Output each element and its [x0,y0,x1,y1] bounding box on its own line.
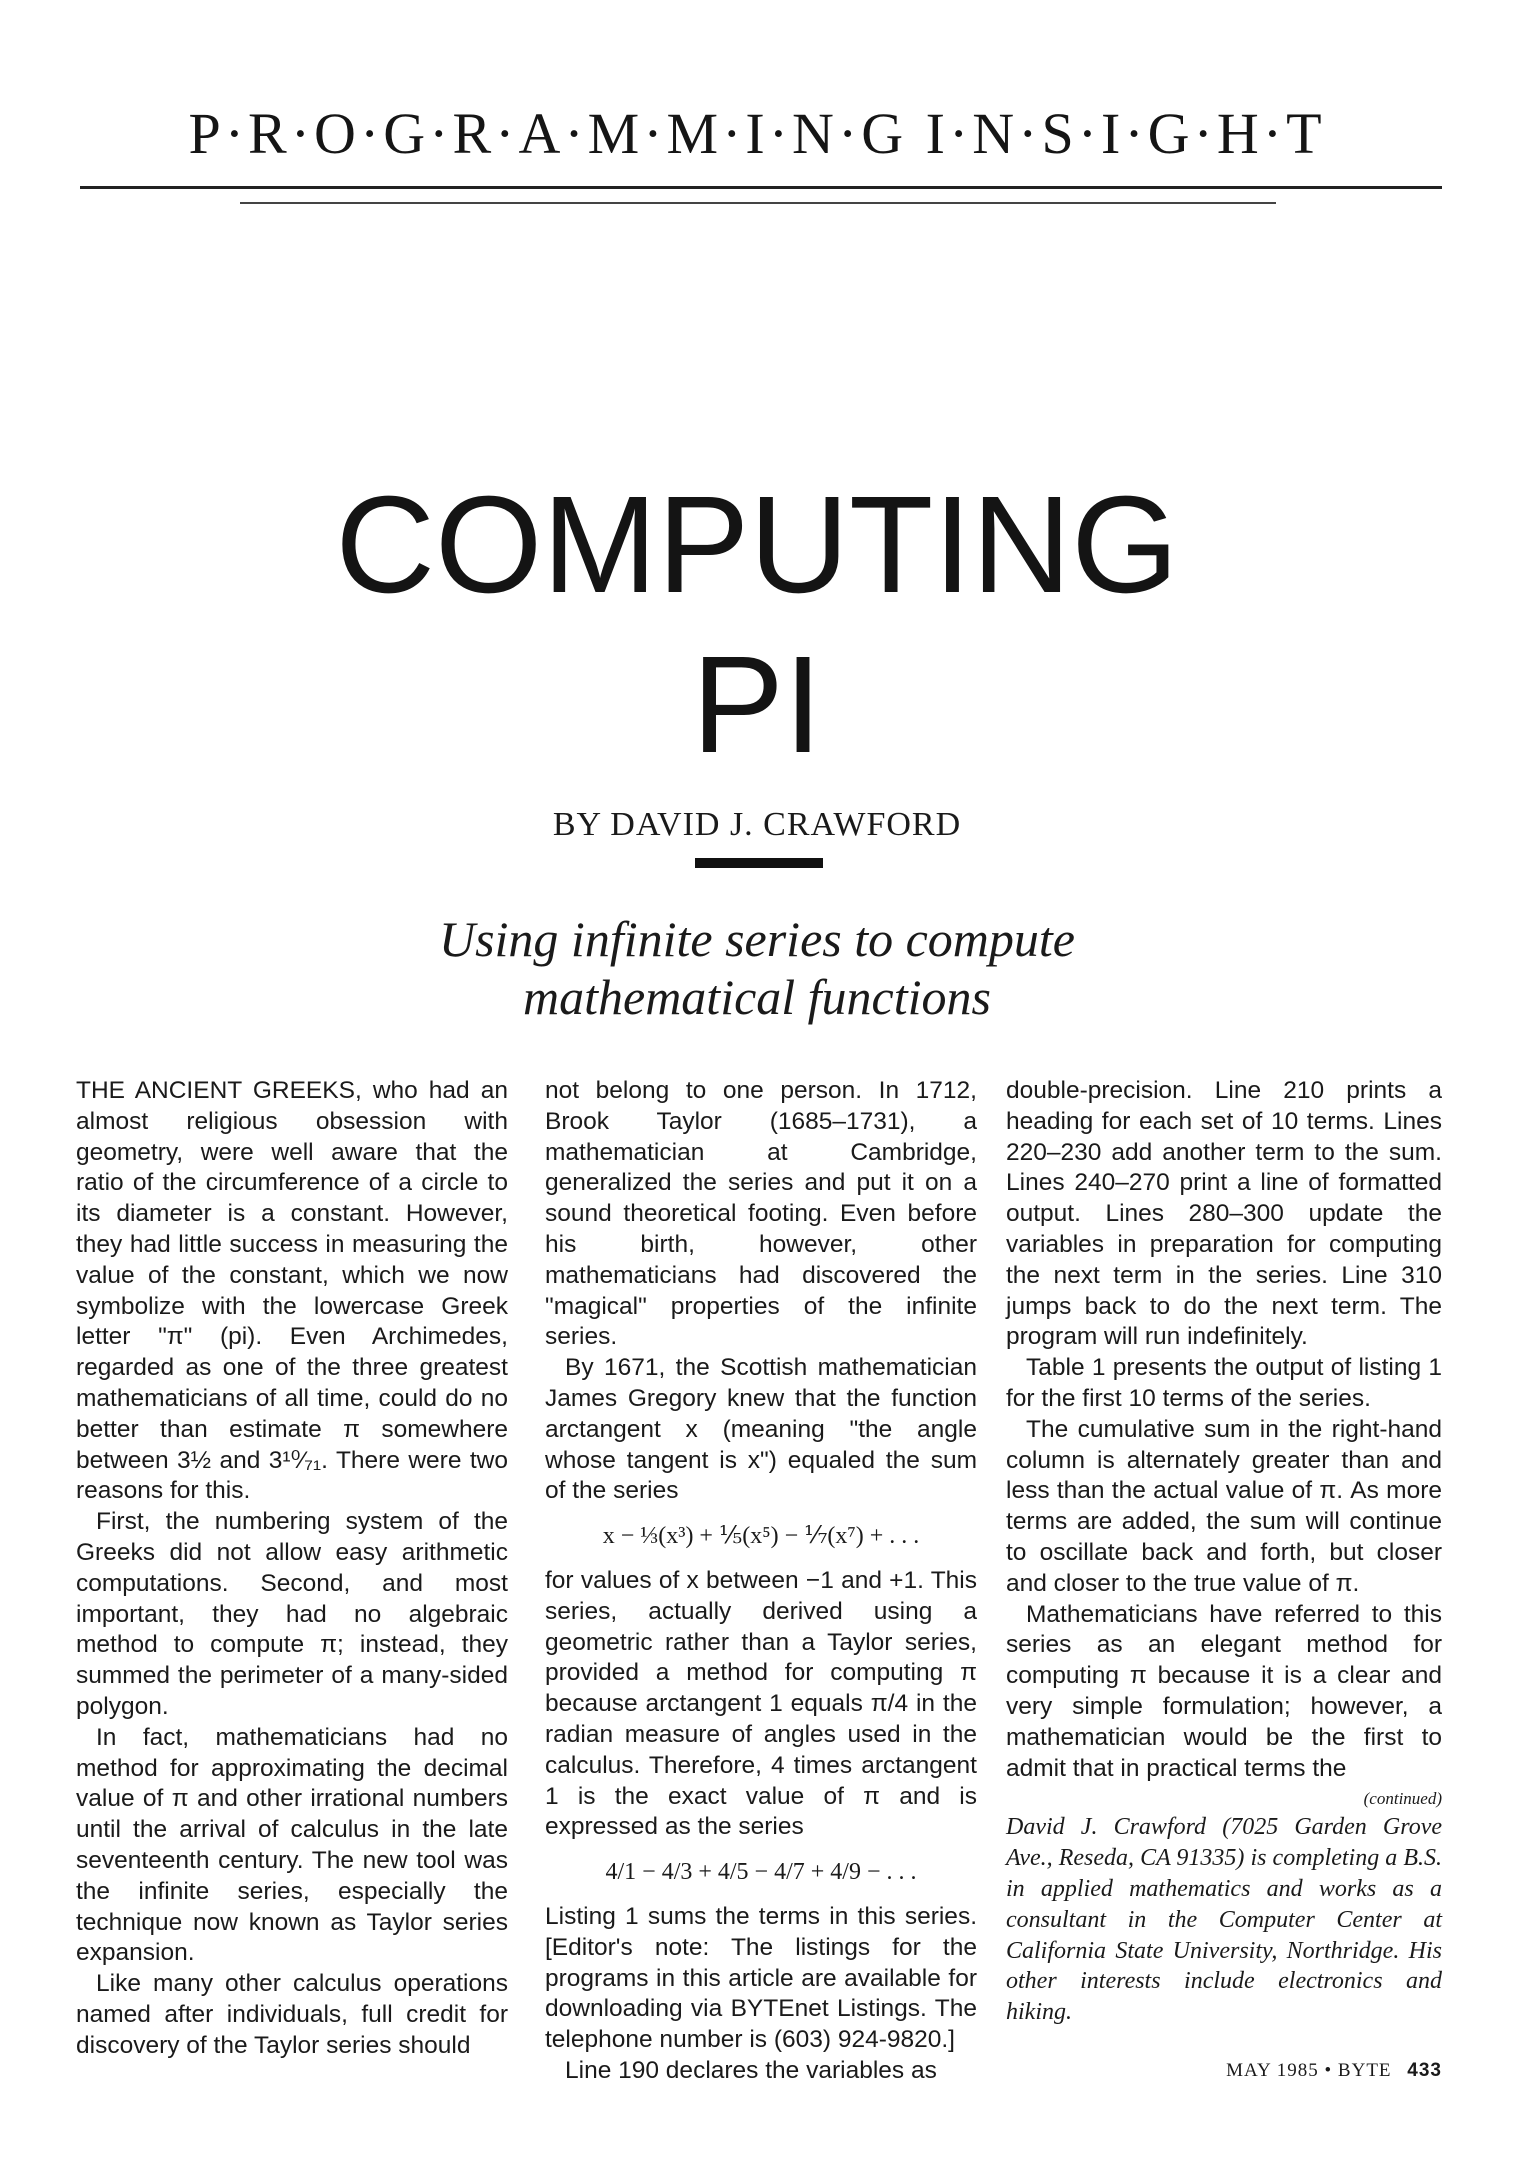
author-bio: David J. Crawford (7025 Garden Grove Ave., Reseda, CA 91335) is completing a B.S. in applied mathematics and works as a consultant in the Computer Center at California State University, Northridge. His other interests include electronics and hiking. [1006,1814,1442,2026]
continued-note: (continued) [1363,1789,1442,1809]
paragraph: Mathematicians have referred to this series as an elegant method for computing π because it is a clear and very simple formulation; however, a mathematician would be the first to admit that in practical terms the [1006,1600,1442,1782]
body-column-2 [545,1076,977,2087]
header-rule-thin [240,202,1276,204]
paragraph: not belong to one person. In 1712, Brook Taylor (1685–1731), a mathematician at Cambridge, generalized the series and put it on a sound theoretical footing. Even before his birth, however, other mathematicians had discovered the "magical" properties of the infinite series. [545,1077,977,1351]
byline-divider [695,858,823,868]
article-title-line-1: COMPUTING [335,468,1179,622]
header-rule-thick [80,186,1442,189]
paragraph: In fact, mathematicians had no method for approximating the decimal value of π and other irrational numbers until the arrival of calculus in the late seventeenth century. The new tool was the infinite series, especially the technique now known as Taylor series expansion. [76,1723,508,1967]
paragraph: The cumulative sum in the right-hand column is alternately greater than and less than the actual value of π. As more terms are added, the sum will continue to oscillate back and forth, but closer and closer to the true value of π. [1006,1415,1442,1597]
body-column-1 [76,1076,508,2062]
paragraph: Like many other calculus operations named after individuals, full credit for discovery of the Taylor series should [76,1970,508,2059]
paragraph: First, the numbering system of the Greeks did not allow easy arithmetic computations. Second, and most important, they had no algebraic method to compute π; instead, they summed the perimeter of a many-sided polygon. [76,1508,508,1720]
paragraph: for values of x between −1 and +1. This series, actually derived using a geometric rather than a Taylor series, provided a method for computing π because arctangent 1 equals π/4 in the radian measure of angles used in the calculus. Therefore, 4 times arctangent 1 is the exact value of π and is expressed as the series [545,1566,977,1841]
subtitle [0,910,1514,1026]
paragraph: By 1671, the Scottish mathematician James Gregory knew that the function arctangent x (meaning "the angle whose tangent is x") equaled the sum of the series [545,1354,977,1505]
subtitle-line-2: mathematical functions [523,969,991,1025]
arctangent-series-formula: x − ⅓(x³) + ⅕(x⁵) − ⅐(x⁷) + . . . [602,1523,920,1550]
page-footer [1226,2060,1442,2082]
subtitle-line-1: Using infinite series to compute [438,911,1076,967]
page-number: 433 [1407,2060,1442,2081]
paragraph: Listing 1 sums the terms in this series. [Editor's note: The listings for the programs in this article are available for downloading via BYTEnet Listings. The telephone number is (603) 924-9820.] [545,1902,977,2054]
body-column-3 [1006,1076,1442,2028]
pi-series-formula: 4/1 − 4/3 + 4/5 − 4/7 + 4/9 − . . . [605,1859,917,1886]
section-title: P·R·O·G·R·A·M·M·I·N·G I·N·S·I·G·H·T [188,101,1326,166]
paragraph: Table 1 presents the output of listing 1 for the first 10 terms of the series. [1006,1354,1442,1412]
paragraph: THE ANCIENT GREEKS, who had an almost religious obsession with geometry, were well aware that the ratio of the circumference of a circle to its diameter is a constant. However, they had little success in measuring the value of the constant, which we now symbolize with the lowercase Greek letter "π" (pi). Even Archimedes, regarded as one of the three greatest mathematicians of all time, could do no better than estimate π somewhere between 3½ and 3¹⁰⁄₇₁. There were two reasons for this. [76,1077,508,1505]
byline: BY DAVID J. CRAWFORD [552,806,962,843]
footer-issue: MAY 1985 • BYTE [1226,2060,1392,2081]
paragraph: Line 190 declares the variables as [565,2056,937,2084]
article-title-line-2: PI [691,628,823,782]
paragraph: double-precision. Line 210 prints a heading for each set of 10 terms. Lines 220–230 add another term to the sum. Lines 240–270 print a line of formatted output. Lines 280–300 update the variables in preparation for computing the next term in the series. Line 310 jumps back to do the next term. The program will run indefinitely. [1006,1077,1442,1351]
